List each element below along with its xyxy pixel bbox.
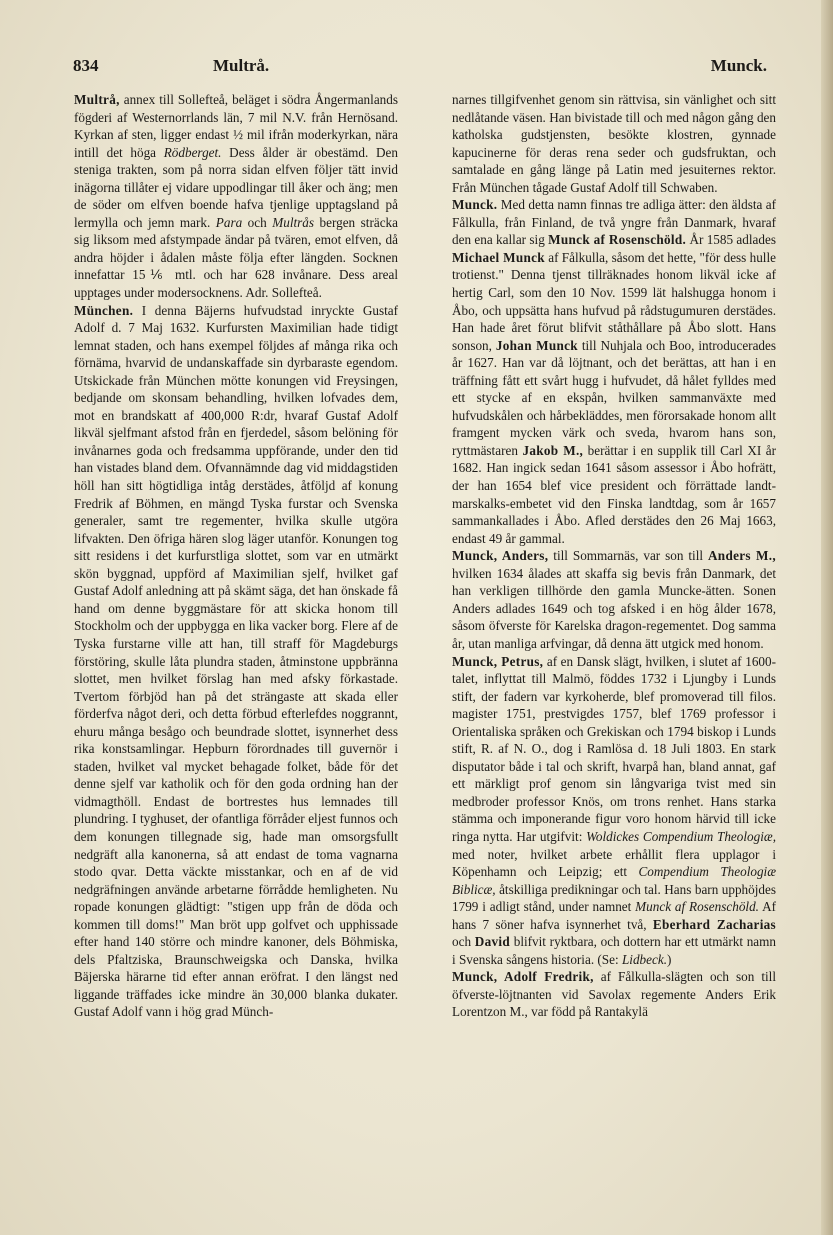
entry-text: och bbox=[242, 214, 273, 230]
entry-italic: Para bbox=[215, 214, 243, 230]
entry-text: blifvit ryktbara, och dottern har ett utmärkt namn i Svenska sångens historia. (Se: bbox=[452, 934, 777, 967]
entry-munck-petrus bbox=[452, 653, 776, 969]
headword: Munck. bbox=[452, 197, 498, 213]
entry-munchen bbox=[74, 302, 398, 1021]
entry-bold: Munck af Rosenschöld. bbox=[548, 232, 687, 248]
entry-munchen-continued bbox=[452, 91, 776, 196]
entry-multra bbox=[74, 91, 398, 302]
entry-munck-anders bbox=[452, 547, 776, 652]
entry-bold: Jakob M., bbox=[522, 442, 584, 458]
entry-text: till Nuhjala och Boo, introducerades år 1627. Han var då löjtnant, och det berättas, att han i en träffning fått ett svårt hugg i hufvudet, då hålet fylldes med ett stycke af en ekspån, hvilken sammanväxte med hufvudskålen och hårbekläddes, men förorsakade honom allt framgent mycken värk och sveda, hvarom hans son, ryttmästaren bbox=[452, 337, 776, 458]
entry-text: med noter, hvilket arbete erhållit flera upplagor i Köpenhamn och Leipzig; ett bbox=[452, 846, 776, 880]
entry-bold: Michael Munck bbox=[452, 249, 545, 265]
entry-text: I denna Bäjerns hufvudstad inryckte Gustaf Adolf d. 7 Maj 1632. Kurfursten Maximilian hade tidigt lemnat staden, och hans exempel följdes af många rika och förnäma, hvarvid de undanskaffade sin dyrbaraste egendom. Utskickade från München mötte konungen vid Freysingen, bedjande om skonsam behandling, hvilken lofvades dem, mot en brandskatt af 400,000 R:dr, hvaraf Gustaf Adolf likväl sjelfmant afstod från en fjerdedel, såsom belöning för invånarnes goda och fredsamma uppförande, under den tid han vistades bland dem. Ofvannämnde dag vid middagstiden höll han sitt högtidliga intåg derstädes, åtföljd af konung Fredrik af Böhmen, en mängd Tyska furstar och Svenska generaler, samt tre regementer, hvilka skulle utgöra lifvakten. Den öfriga hären slog läger utanför. Konungen tog sitt residens i det kurfurstliga slottet, som var en utmärkt skön byggnad, uppförd af Maximilian sjelf, hvilket gaf Gustaf Adolf anledning att på skämt säga, det han önskade få hand om denne byggmästare för att skicka honom till Stockholm och der uppbygga en lika vacker borg. Flere af de Tyska furstarne ville att han, till straff för Magdeburgs förstöring, skulle låta plundra staden, åtminstone uppbränna slottet, men hvilket förslag han med afsky förkastade. Tvertom förbjöd han på det strängaste att skada eller förderfva något deri, och detta förbud efterlefdes noggrannt, ehuru många besågo och beundrade slottet, isynnerhet dess rika konstsamlingar. Hepburn förordnades till guvernör i staden, hvilket val mycket behagade folket, både för det denne sjelf var katholik och för den goda ordning han der vidmagthöll. Endast de bortrestes hus lemnades till plundring. I tyghuset, der ofantliga förråder eljest funnos och dem konungen tillegnade sig, hade man omsorgsfullt nedgräft alla kanonerna, så att endast de toma vagnarna stodo qvar. Detta väckte misstankar, och en af de vid nedgräfningen använde arbetarne förrådde hemligheten. Nu ropade konungen glädtigt: "stigen upp från de döda och kommen till doms!" Man bröt upp golfvet och upphissade efter hand 140 större och mindre kanoner, dels Böhmiska, dels Pfaltziska, Braunschweigska och Danska, hvilka Bäjerska härarne tid efter annan eröfrat. I den längst ned liggande träffades icke mindre än 30,000 blanka dukater. Gustaf Adolf vann i hög grad Münch- bbox=[74, 302, 398, 1020]
right-running-head: Munck. bbox=[710, 56, 767, 75]
entry-text: och bbox=[452, 934, 475, 950]
headword: Munck, Anders, bbox=[452, 548, 549, 564]
headword: Multrå, bbox=[74, 92, 120, 107]
headword: Munck, Petrus, bbox=[452, 653, 544, 669]
left-column bbox=[74, 91, 398, 1021]
page-number: 834 bbox=[73, 56, 99, 75]
entry-text: År 1585 adlades bbox=[686, 232, 776, 248]
entry-italic: Lidbeck. bbox=[621, 951, 667, 967]
right-column bbox=[452, 91, 776, 1021]
entry-italic: Woldickes Compendium Theologiæ, bbox=[586, 828, 776, 844]
entry-text: ) bbox=[667, 951, 672, 967]
entry-text: Med detta namn finnas tre adliga ätter: den äldsta af Fålkulla, från Finland, de två yngre från Danmark, hvaraf den ena kallar sig bbox=[452, 197, 776, 248]
entry-italic: Rödberget. bbox=[163, 144, 222, 160]
entry-text: bergen sträcka sig liksom med afstympade ändar på tvären, emot elfven, då andra höjder i ådalen måste följa efter längden. Socknen innefattar 15⅙ mtl. och har 628 invånare. Dess areal upptages under modersocknens. Adr. Sollefteå. bbox=[74, 214, 399, 301]
entry-text: annex till Sollefteå, beläget i södra Ångermanlands fögderi af Westernorrlands län, 7 mil N.V. från Hernösand. Kyrkan af sten, ligger endast ½ mil ifrån moderkyrkan, nära intill det höga bbox=[74, 92, 398, 160]
entry-italic: Multrås bbox=[272, 214, 314, 230]
entry-text: hvilken 1634 ålades att skaffa sig bevis från Danmark, det han verkligen tillhörde den gamla Muncke-ätten. Sonen Anders adlades 1649 och tog afsked i en hög ålder 1678, såsom öfverste för Karelska dragon-regementet. Dog samma år, utan manliga arfvingar, då denna ätt utgick med honom. bbox=[452, 565, 776, 651]
left-running-head: Multrå. bbox=[213, 56, 270, 75]
headword: München. bbox=[74, 302, 134, 318]
entry-italic: Munck af Rosenschöld. bbox=[635, 899, 759, 915]
entry-text: till Sommarnäs, var son till bbox=[548, 548, 708, 564]
entry-text: af Fålkulla-slägten och son till öfverste-löjtnanten vid Savolax regemente Anders Erik Lorentzon M., var född på Rantakylä bbox=[452, 969, 777, 1020]
entry-munck-adolf-fredrik bbox=[452, 968, 776, 1021]
entry-bold: David bbox=[474, 934, 510, 950]
headword: Munck, Adolf Fredrik, bbox=[452, 969, 594, 985]
entry-italic: Compendium Theologiæ Biblicæ, bbox=[452, 864, 777, 897]
entry-text: berättar i en supplik till Carl XI år 1682. Han ingick sedan 1641 såsom assessor i Åbo hofrätt, der han 1654 blef vice president och förrättade landt-marskalks-embetet vid den Finska landtdag, som år 1657 sammankallades i Åbo. Afled derstädes den 26 Maj 1663, endast 49 år gammal. bbox=[452, 442, 776, 546]
entry-text: af en Dansk slägt, hvilken, i slutet af 1600-talet, inflyttat till Malmö, föddes 1732 i Ljungby i Lunds stift, der fadern var kyrkoherde, blef promoverad till filos. magister 1751, prestvigdes 1757, blef 1769 professor i Orientaliska språken och Grekiskan och 1794 biskop i Lunds stift, R. af N. O., dog i Ramlösa d. 18 Juli 1803. En stark disputator både i tal och skrift, hvarpå han, bland annat, gaf ett märkligt prof genom sin långvariga tvist med sin medbroder professor Knös, om trons renhet. Hans starka stämma och imponerande figur voro honom härvid till icke ringa nytta. Har utgifvit: bbox=[452, 653, 776, 844]
entry-bold: Anders M., bbox=[707, 548, 776, 564]
entry-munck bbox=[452, 196, 776, 547]
running-header bbox=[73, 56, 773, 80]
entry-bold: Eberhard Zacharias bbox=[652, 916, 776, 932]
entry-text: narnes tillgifvenhet genom sin rättvisa, sin vänlighet och sitt nedlåtande väsen. Han bivistade till och med någon gång den katholska gudstjensten, besökte klostren, gynnade kapucinerne för deras rena seder och gudsfruktan, och samtalade en gång länge på Latin med jesuiternes rektor. Från München tågade Gustaf Adolf till Schwaben. bbox=[452, 92, 776, 195]
entry-text: åtskilliga predikningar och tal. Hans barn upphöjdes 1799 i adligt stånd, under namnet bbox=[452, 881, 776, 915]
entry-text: Af hans 7 söner hafva isynnerhet två, bbox=[452, 899, 777, 932]
page-edge bbox=[821, 0, 833, 1235]
entry-text: Dess ålder är obestämd. Den steniga trakten, som på norra sidan elfven följer tätt invid inägorna tillåter ej vidare uppodlingar till åker och äng; men de söder om elfven boende hafva tjenlige upptagsland på lermylla och jemn mark. bbox=[74, 144, 398, 230]
entry-text: af Fålkulla, såsom det hette, "för dess hulle trotienst." Denna tjenst tillräknades honom likväl icke af hertig Carl, som den 10 Nov. 1599 lät halshugga honom i Åbo, och uppsätta hans hufvud på rådstugumuren derstädes. Han hade året förut blifvit ståthållare på Åbo slott. Hans sonson, bbox=[452, 249, 776, 353]
entry-bold: Johan Munck bbox=[495, 337, 578, 353]
